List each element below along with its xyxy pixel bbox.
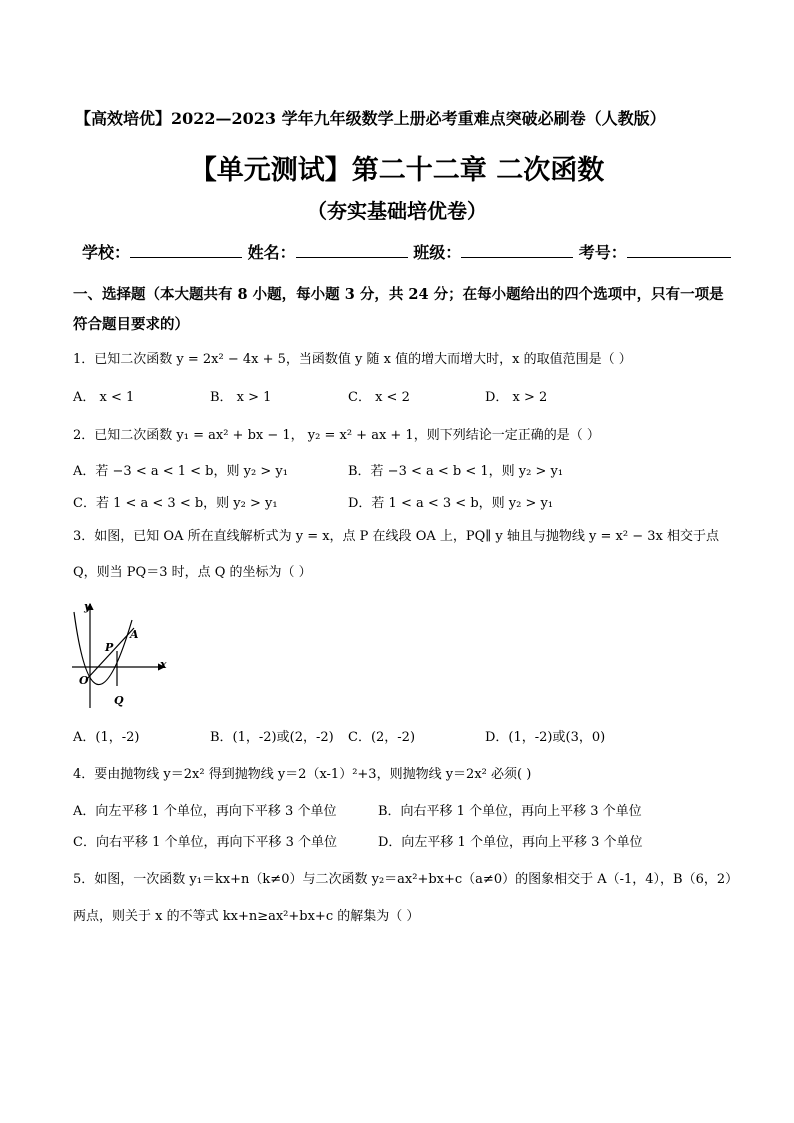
q3-option-b[interactable]: B．(1，-2)或(2，-2) [210, 730, 334, 745]
q3-label-a: A [130, 628, 139, 641]
q3-label-y: y [84, 600, 91, 613]
q1-option-a[interactable]: A． x < 1 [73, 390, 135, 405]
section-heading: 一、选择题（本大题共有 8 小题，每小题 3 分，共 24 分；在每小题给出的四个选项中，只有一项是符合题目要求的） [73, 286, 724, 333]
question-5-line1: 5．如图，一次函数 y₁＝kx+n（k≠0）与二次函数 y₂＝ax²+bx+c（a≠0）的图象相交于 A（-1，4），B（6，2） [73, 872, 739, 887]
q3-label-p: P [105, 641, 114, 654]
question-3-line2: Q，则当 PQ＝3 时，点 Q 的坐标为（ ） [73, 565, 312, 580]
q3-label-x: x [160, 658, 167, 671]
exam-number-blank[interactable] [627, 241, 731, 258]
question-1: 1．已知二次函数 y = 2x² − 4x + 5，当函数值 y 随 x 值的增大而增大时，x 的取值范围是（ ） [73, 352, 632, 367]
q4-option-d[interactable]: D．向左平移 1 个单位，再向上平移 3 个单位 [378, 835, 643, 850]
exam-series-title: 【高效培优】2022—2023 学年九年级数学上册必考重难点突破必刷卷（人教版） [75, 109, 666, 128]
q4-option-c[interactable]: C．向右平移 1 个单位，再向下平移 3 个单位 [73, 835, 338, 850]
name-label: 姓名： [247, 243, 296, 262]
q1-option-b[interactable]: B． x > 1 [210, 390, 272, 405]
question-2: 2．已知二次函数 y₁ = ax² + bx − 1， y₂ = x² + ax + 1，则下列结论一定正确的是（ ） [73, 428, 600, 443]
q3-label-o: O [79, 674, 89, 687]
q2-option-c[interactable]: C．若 1 < a < 3 < b，则 y₂ > y₁ [73, 496, 278, 511]
q1-option-c[interactable]: C． x < 2 [348, 390, 410, 405]
question-4: 4．要由抛物线 y＝2x² 得到抛物线 y＝2（x-1）²+3，则抛物线 y＝2x² 必须( ) [73, 767, 532, 782]
q2-option-a[interactable]: A．若 −3 < a < 1 < b，则 y₂ > y₁ [73, 464, 288, 479]
q3-option-a[interactable]: A．(1，-2) [73, 730, 140, 745]
school-label: 学校： [82, 243, 131, 262]
q4-option-b[interactable]: B．向右平移 1 个单位，再向上平移 3 个单位 [378, 804, 642, 819]
name-blank[interactable] [296, 241, 408, 258]
page-subtitle: （夯实基础培优卷） [307, 199, 487, 223]
q3-figure [68, 598, 178, 713]
q4-option-a[interactable]: A．向左平移 1 个单位，再向下平移 3 个单位 [73, 804, 337, 819]
student-info-row [82, 240, 731, 263]
school-blank[interactable] [130, 241, 242, 258]
question-3-line1: 3．如图，已知 OA 所在直线解析式为 y = x，点 P 在线段 OA 上，PQ∥ y 轴且与抛物线 y = x² − 3x 相交于点 [73, 529, 719, 544]
question-5-line2: 两点，则关于 x 的不等式 kx+n≥ax²+bx+c 的解集为（ ） [73, 909, 420, 924]
class-label: 班级： [413, 243, 462, 262]
page-title: 【单元测试】第二十二章 二次函数 [189, 155, 605, 186]
q2-option-d[interactable]: D．若 1 < a < 3 < b，则 y₂ > y₁ [348, 496, 554, 511]
class-blank[interactable] [461, 241, 573, 258]
q1-option-d[interactable]: D． x > 2 [485, 390, 548, 405]
q3-option-d[interactable]: D．(1，-2)或(3，0) [485, 730, 606, 745]
exam-number-label: 考号： [578, 243, 627, 262]
q3-label-q: Q [114, 694, 124, 707]
q3-option-c[interactable]: C．(2，-2) [348, 730, 416, 745]
q2-option-b[interactable]: B．若 −3 < a < b < 1，则 y₂ > y₁ [348, 464, 564, 479]
